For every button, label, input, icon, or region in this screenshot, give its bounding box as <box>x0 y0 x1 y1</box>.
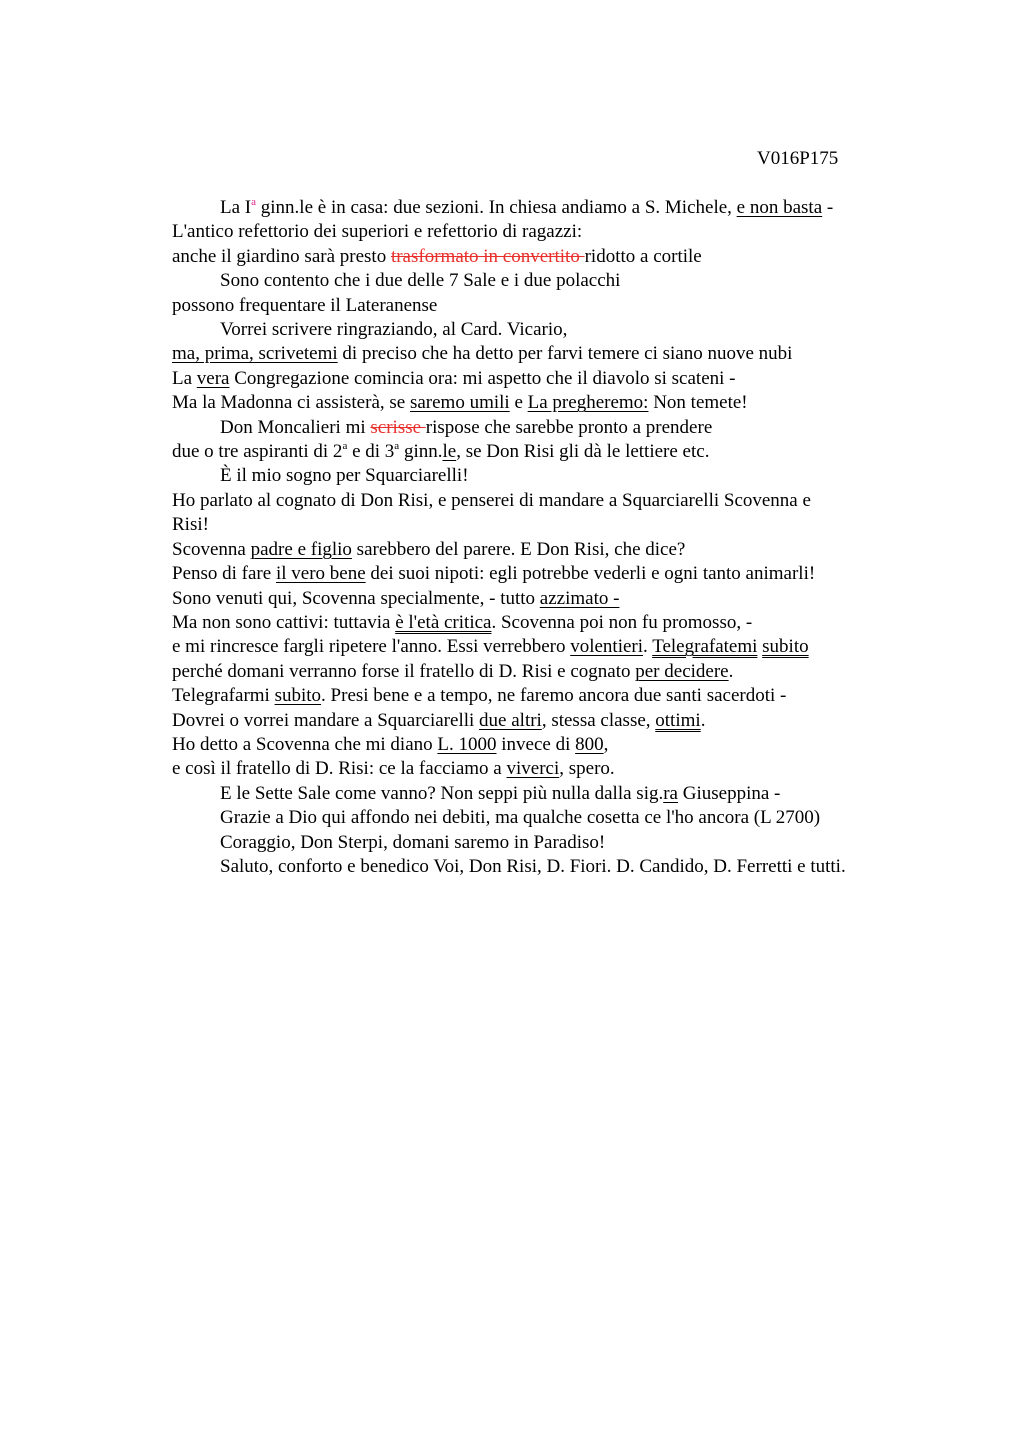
deleted-text: scrisse <box>370 416 426 438</box>
text-line: La vera Congregazione comincia ora: mi aspetto che il diavolo si scateni - <box>172 367 736 389</box>
text-line: Scovenna padre e figlio sarebbero del parere. E Don Risi, che dice? <box>172 538 686 560</box>
underlined-text: per decidere <box>635 660 729 682</box>
text-line: Sono contento che i due delle 7 Sale e i due polacchi <box>220 270 621 292</box>
text-line: e mi rincresce fargli ripetere l'anno. Essi verrebbero volentieri. Telegrafatemi subito <box>172 636 809 658</box>
deleted-text: trasformato in convertito <box>390 245 585 267</box>
text-line: Penso di fare il vero bene dei suoi nipoti: egli potrebbe vederli e ogni tanto animarli! <box>172 563 816 585</box>
text-line: Don Moncalieri mi scrisse rispose che sarebbe pronto a prendere <box>220 416 713 438</box>
underlined-text: le <box>442 441 457 463</box>
underlined-text: azzimato - <box>539 587 620 609</box>
underlined-text: ra <box>663 782 678 804</box>
text-line: Grazie a Dio qui affondo nei debiti, ma qualche cosetta ce l'ho ancora (L 2700) <box>220 807 821 829</box>
text-line: Ho detto a Scovenna che mi diano L. 1000 invece di 800, <box>172 733 609 755</box>
text-line: Ho parlato al cognato di Don Risi, e penserei di mandare a Squarciarelli Scovenna e <box>172 489 811 511</box>
text-line: Telegrafarmi subito. Presi bene e a tempo, ne faremo ancora due santi sacerdoti - <box>172 685 787 707</box>
superscript: a <box>251 196 257 208</box>
page-identifier: V016P175 <box>757 148 839 169</box>
text-line: perché domani verranno forse il fratello di D. Risi e cognato per decidere. <box>172 660 734 682</box>
underlined-text: L. 1000 <box>437 733 497 755</box>
text-line: e così il fratello di D. Risi: ce la facciamo a viverci, spero. <box>172 758 615 780</box>
underlined-text: saremo umili <box>409 392 510 414</box>
underlined-text: subito <box>274 685 322 707</box>
double-underlined-text: subito <box>762 636 809 658</box>
text-line: Ma la Madonna ci assisterà, se saremo umili e La pregheremo: Non temete! <box>172 392 748 414</box>
underlined-text: e non basta <box>736 197 823 218</box>
underlined-text: ma, prima, scrivetemi <box>172 343 338 365</box>
text-line: possono frequentare il Lateranense <box>172 294 438 316</box>
text-line: Sono venuti qui, Scovenna specialmente, - tutto azzimato - <box>172 587 620 609</box>
underlined-text: La pregheremo: <box>527 392 649 414</box>
underlined-text: padre e figlio <box>250 538 352 560</box>
text-line: È il mio sogno per Squarciarelli! <box>220 465 469 487</box>
text-line: Coraggio, Don Sterpi, domani saremo in Paradiso! <box>220 831 606 853</box>
underlined-text: volentieri <box>570 636 644 658</box>
underlined-text: 800 <box>575 733 604 755</box>
text-line: anche il giardino sarà presto trasformato in convertito ridotto a cortile <box>172 245 702 267</box>
text-line: Saluto, conforto e benedico Voi, Don Risi, D. Fiori. D. Candido, D. Ferretti e tutti. <box>220 855 846 877</box>
text-line: E le Sette Sale come vanno? Non seppi più nulla dalla sig.ra Giuseppina - <box>220 782 781 804</box>
superscript: a <box>342 440 348 453</box>
text-line: L'antico refettorio dei superiori e refettorio di ragazzi: <box>172 221 583 243</box>
letter-body <box>172 196 932 879</box>
text-line: due o tre aspiranti di 2$^a$ e di 3$^a$ ginn.le, se Don Risi gli dà le lettiere etc. <box>172 440 710 463</box>
text-line: ma, prima, scrivetemi di preciso che ha detto per farvi temere ci siano nuove nubi <box>172 343 793 365</box>
text-line: Ma non sono cattivi: tuttavia è l'età critica. Scovenna poi non fu promosso, - <box>172 611 753 633</box>
text-line: Risi! <box>172 514 209 536</box>
superscript: a <box>394 440 400 453</box>
text-line: Dovrei o vorrei mandare a Squarciarelli due altri, stessa classe, ottimi. <box>172 709 706 731</box>
double-underlined-text: Telegrafatemi <box>652 636 758 658</box>
double-underlined-text: ottimi <box>655 709 701 731</box>
double-underlined-text: è l'età critica <box>395 611 492 633</box>
underlined-text: il vero bene <box>275 563 366 585</box>
underlined-text: viverci <box>506 758 560 780</box>
text-line: Vorrei scrivere ringraziando, al Card. Vicario, <box>220 319 568 341</box>
underlined-text: vera <box>196 367 230 389</box>
text-line: La $I^a$ ginn.le è in casa: due sezioni. In chiesa andiamo a S. Michele, e non basta - <box>220 196 834 218</box>
underlined-text: due altri <box>479 709 542 731</box>
